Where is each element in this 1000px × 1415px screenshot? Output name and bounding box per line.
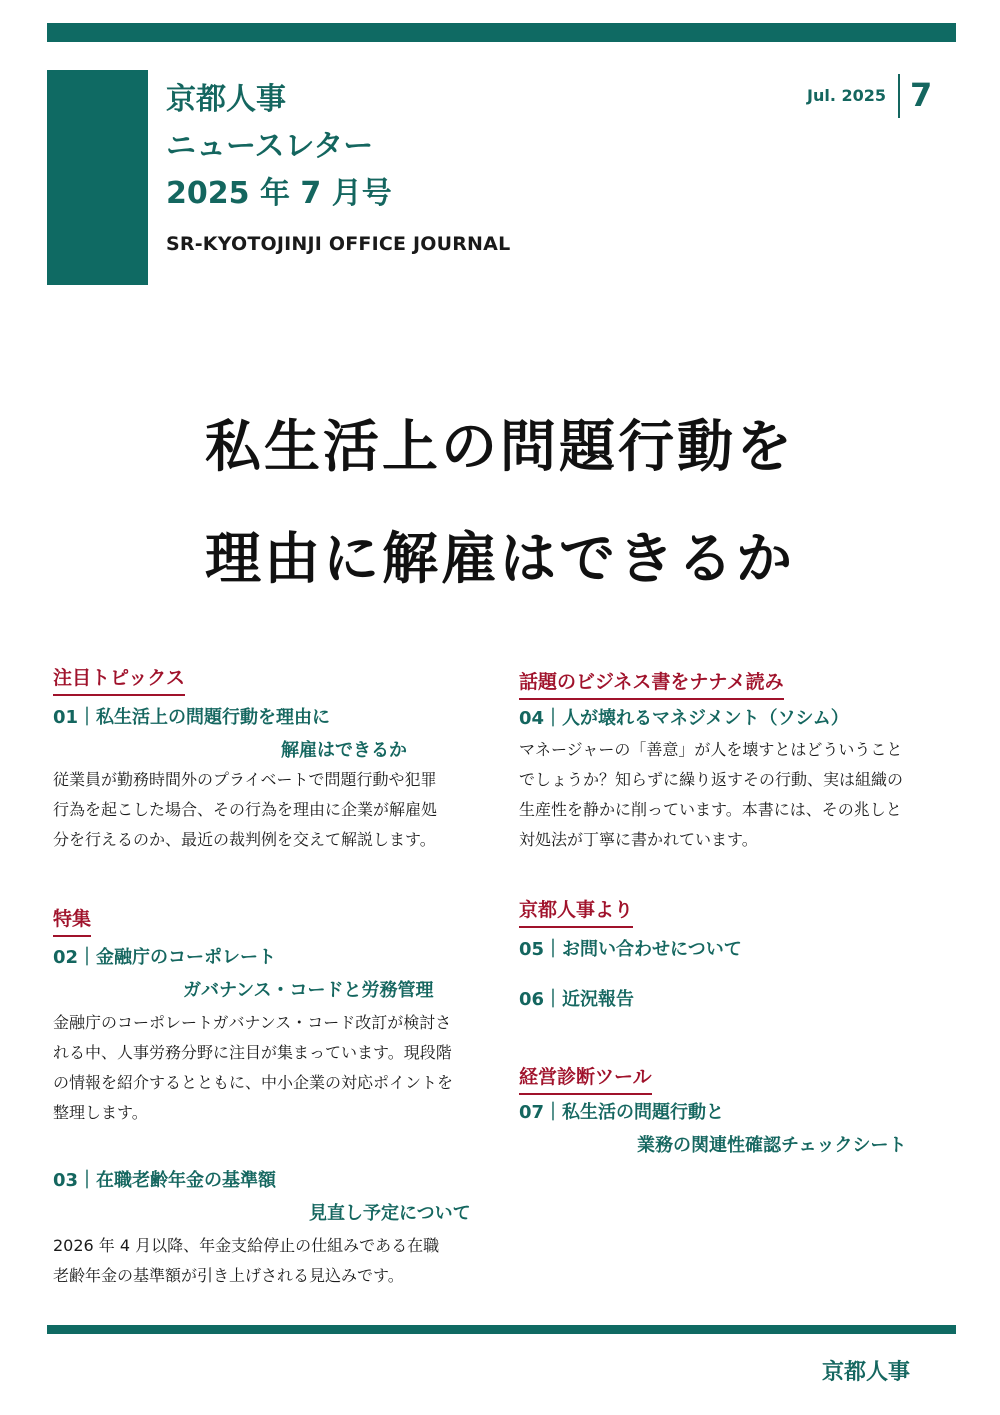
item-03-body-2: 老齢年金の基準額が引き上げされる見込みです。 [53,1266,404,1285]
item-06-line[interactable]: 06｜近況報告 [519,989,635,1010]
item-07-line-1[interactable]: 07｜私生活の問題行動と [519,1102,725,1123]
headline-line-1: 私生活上の問題行動を [205,415,795,480]
footer-brand: 京都人事 [822,1360,911,1385]
headline-line-2: 理由に解雇はできるか [205,527,795,592]
issue-divider [898,74,900,118]
bottom-accent-bar [47,1325,956,1334]
newsletter-title [166,76,392,217]
title-line-brand: 京都人事 [166,82,286,117]
section-heading-office: 京都人事より [519,895,633,928]
item-01-body-2: 行為を起こした場合、その行為を理由に企業が解雇処 [53,800,438,819]
item-01-body-3: 分を行えるのか、最近の裁判例を交えて解説します。 [53,830,436,849]
item-02-body-2: れる中、人事労務分野に注目が集まっています。現段階 [53,1043,452,1062]
section-heading-feature: 特集 [53,904,91,937]
item-02-line-1[interactable]: 02｜金融庁のコーポレート [53,947,277,968]
item-03-line-1[interactable]: 03｜在職老齢年金の基準額 [53,1170,277,1191]
section-heading-tool: 経営診断ツール [519,1062,652,1095]
journal-subtitle: SR-KYOTOJINJI OFFICE JOURNAL [166,233,511,255]
item-02-body-4: 整理します。 [53,1103,148,1122]
item-04-line-1[interactable]: 04｜人が壊れるマネジメント（ソシム） [519,708,849,729]
item-04-body-4: 対処法が丁寧に書かれています。 [519,830,758,849]
top-accent-bar [47,23,956,42]
section-heading-books: 話題のビジネス書をナナメ読み [519,667,784,700]
section-heading-topics: 注目トピックス [53,663,185,696]
item-03-body-1: 2026 年 4 月以降、年金支給停止の仕組みである在職 [53,1236,440,1255]
item-02-line-2[interactable]: ガバナンス・コードと労務管理 [183,980,434,1001]
title-line-newsletter: ニュースレター [166,129,374,164]
item-01-line-1[interactable]: 01｜私生活上の問題行動を理由に [53,707,331,728]
item-04-body-1: マネージャーの「善意」が人を壊すとはどういうこと [519,740,903,759]
item-04-body-3: 生産性を静かに削っています。本書には、その兆しと [519,800,902,819]
header-color-block [47,70,148,285]
item-03-line-2[interactable]: 見直し予定について [309,1203,471,1224]
item-05-line[interactable]: 05｜お問い合わせについて [519,939,742,960]
item-04-body-2: でしょうか？知らずに繰り返すその行動、実は組織の [519,770,904,789]
issue-date: Jul. 2025 [806,86,886,105]
item-02-body-3: の情報を紹介するとともに、中小企業の対応ポイントを [53,1073,454,1092]
item-02-body-1: 金融庁のコーポレートガバナンス・コード改訂が検討さ [53,1013,452,1032]
issue-number: 7 [910,76,933,114]
item-01-line-2[interactable]: 解雇はできるか [281,740,407,761]
item-01-body-1: 従業員が勤務時間外のプライベートで問題行動や犯罪 [53,770,437,789]
title-line-issue: 2025 年 7 月号 [166,176,392,211]
main-headline [0,392,1000,616]
item-07-line-2[interactable]: 業務の関連性確認チェックシート [637,1135,907,1156]
